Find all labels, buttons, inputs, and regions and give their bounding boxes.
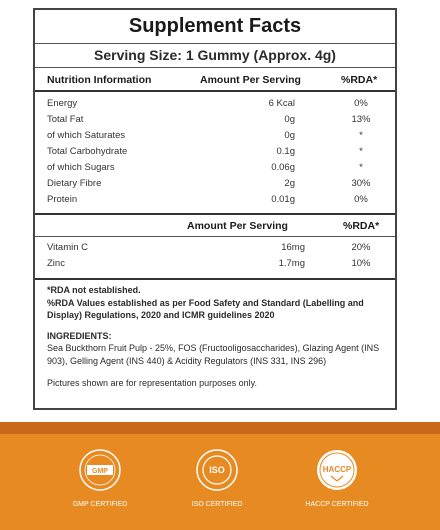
seal-text: ISO xyxy=(209,465,225,475)
nutrient-amount: 0.01g xyxy=(271,194,295,205)
rda-not-established-note: *RDA not established. xyxy=(47,285,141,295)
badge-label: HACCP CERTIFIED xyxy=(305,501,369,508)
nutrient-rda: 30% xyxy=(351,178,371,189)
divider xyxy=(35,43,395,44)
table-row xyxy=(35,242,395,258)
nutrient-amount: 2g xyxy=(284,178,295,189)
nutrient-amount: 0g xyxy=(284,130,295,141)
seal-text: HACCP xyxy=(322,465,352,474)
badge-label: GMP CERTIFIED xyxy=(72,501,128,508)
nutrient-rda: 20% xyxy=(351,242,371,253)
divider-thick xyxy=(35,278,395,280)
iso-badge xyxy=(177,448,257,509)
serving-size: Serving Size: 1 Gummy (Approx. 4g) xyxy=(94,47,336,63)
nutrient-rda: * xyxy=(359,146,363,157)
ingredients-heading: INGREDIENTS: xyxy=(47,330,112,341)
table-row xyxy=(35,114,395,130)
divider-thick xyxy=(35,213,395,215)
nutrient-rda: 10% xyxy=(351,258,371,269)
nutrient-name: Dietary Fibre xyxy=(47,178,102,189)
nutrient-name: Protein xyxy=(47,194,78,205)
nutrient-amount: 1.7mg xyxy=(278,258,305,269)
nutrient-rda: * xyxy=(359,162,363,173)
nutrient-rda: 0% xyxy=(354,98,368,109)
table-row xyxy=(35,178,395,194)
panel-title: Supplement Facts xyxy=(128,15,302,37)
haccp-seal-icon xyxy=(315,448,359,492)
header-rda: %RDA* xyxy=(343,220,380,232)
gmp-badge xyxy=(60,448,140,509)
divider xyxy=(35,67,395,68)
gmp-seal-icon xyxy=(78,448,122,492)
header-amount-per-serving: Amount Per Serving xyxy=(200,74,301,86)
nutrient-rda: 13% xyxy=(351,114,371,125)
seal-text: GMP xyxy=(92,468,108,475)
badge-label: ISO CERTIFIED xyxy=(191,501,243,508)
divider xyxy=(35,236,395,237)
table-row xyxy=(35,162,395,178)
rda-values-note: %RDA Values established as per Food Safety and Standard (Labelling and Display) Regulations, 2020 and ICMR guidelines 2020 xyxy=(47,297,364,320)
header-rda: %RDA* xyxy=(341,74,378,86)
table-row xyxy=(35,130,395,146)
header-amount-per-serving: Amount Per Serving xyxy=(187,220,288,232)
disclaimer-text: Pictures shown are for representation purposes only. xyxy=(47,378,257,388)
ingredients-text: Sea Buckthorn Fruit Pulp - 25%, FOS (Fructooligosaccharides), Glazing Agent (INS 903), Gelling Agent (INS 440) & Acidity Regulators (INS 331, INS 296) xyxy=(47,343,380,366)
table-row xyxy=(35,194,395,210)
nutrient-amount: 0g xyxy=(284,114,295,125)
iso-seal-icon xyxy=(195,448,239,492)
nutrient-name: of which Sugars xyxy=(47,162,115,173)
nutrient-name: Vitamin C xyxy=(47,242,89,253)
nutrient-amount: 16mg xyxy=(281,242,305,253)
footer-strip xyxy=(0,422,440,434)
nutrient-amount: 0.1g xyxy=(276,146,295,157)
nutrient-amount: 0.06g xyxy=(271,162,295,173)
haccp-badge xyxy=(297,448,377,509)
divider-thick xyxy=(35,90,395,92)
nutrient-name: Total Fat xyxy=(47,114,84,125)
nutrient-name: Total Carbohydrate xyxy=(47,146,128,157)
header-nutrition-information: Nutrition Information xyxy=(47,74,152,86)
nutrient-name: Energy xyxy=(47,98,78,109)
footnotes xyxy=(47,284,385,390)
table-row xyxy=(35,146,395,162)
nutrient-rda: 0% xyxy=(354,194,368,205)
nutrient-name: of which Saturates xyxy=(47,130,126,141)
table-row xyxy=(35,98,395,114)
supplement-facts-panel xyxy=(33,8,397,410)
table-row xyxy=(35,258,395,274)
nutrient-name: Zinc xyxy=(47,258,65,269)
nutrient-amount: 6 Kcal xyxy=(268,98,295,109)
nutrient-rda: * xyxy=(359,130,363,141)
